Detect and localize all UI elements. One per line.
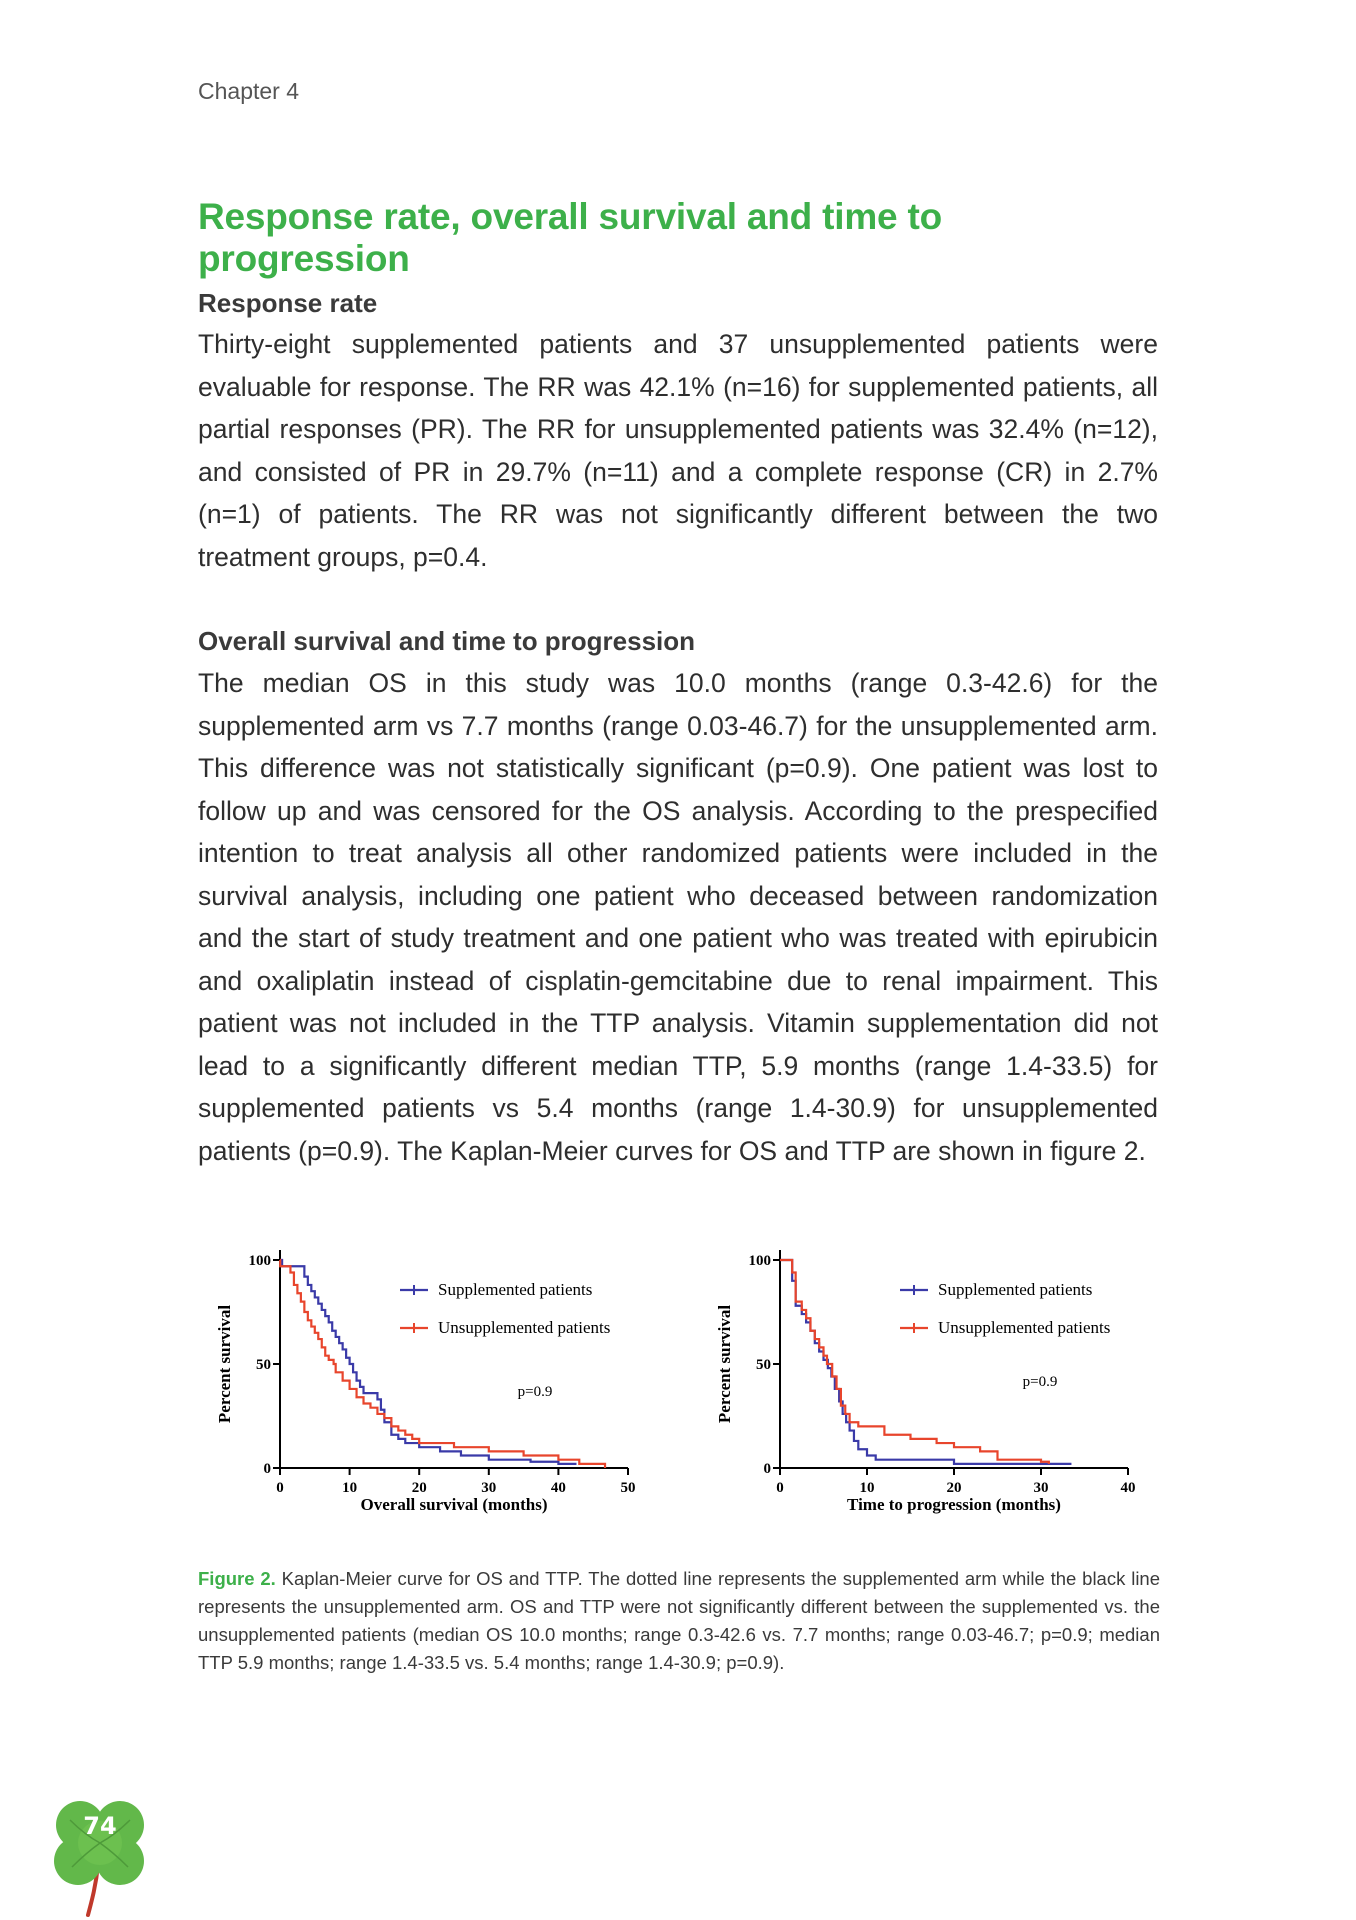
- c0-p-value: p=0.9: [517, 1384, 553, 1400]
- c1-p-value: p=0.9: [1022, 1374, 1058, 1390]
- ttp-km-plot: [700, 1230, 1150, 1530]
- c1-x-tick-label: 20: [946, 1480, 962, 1496]
- c1-y-tick-label: 100: [748, 1253, 771, 1269]
- response-rate-paragraph: Thirty-eight supplemented patients and 37 unsupplemented patients were evaluable for response. The RR was 42.1% (n=16) for supplemented patients, all partial responses (PR). The RR for unsupplemented patients was 32.4% (n=12), and consisted of PR in 29.7% (n=11) and a complete response (CR) in 2.7% (n=1) of patients. The RR was not significantly different between the two treatment groups, p=0.4.: [198, 329, 1158, 572]
- c1-y-tick-label: 0: [763, 1461, 771, 1477]
- c0-y-tick-label: 100: [248, 1253, 271, 1269]
- c0-x-axis-label: Overall survival (months): [360, 1495, 548, 1514]
- ttp-chart: [700, 1230, 1150, 1535]
- c1-y-tick-label: 50: [756, 1357, 771, 1373]
- c0-x-tick-label: 10: [342, 1480, 358, 1496]
- c0-y-axis-label: Percent survival: [215, 1304, 234, 1424]
- figure-caption-text: Kaplan-Meier curve for OS and TTP. The dotted line represents the supplemented arm while the black line represents the unsupplemented arm. OS and TTP were not significantly different between the supplemented vs. the unsupplemented patients (median OS 10.0 months; range 0.3-42.6 vs. 7.7 months; range 0.03-46.7; p=0.9; median TTP 5.9 months; range 1.4-33.5 vs. 5.4 months; range 1.4-30.9; p=0.9).: [198, 1568, 1161, 1673]
- c0-legend-label: Supplemented patients: [438, 1280, 593, 1299]
- c1-x-tick-label: 0: [776, 1480, 784, 1496]
- page-number: 74: [83, 1812, 117, 1840]
- os-km-plot: [200, 1230, 650, 1530]
- running-head: Chapter 4: [198, 78, 300, 104]
- figure-caption: [198, 1565, 1160, 1677]
- c0-x-tick-label: 20: [411, 1480, 427, 1496]
- c0-x-tick-label: 40: [550, 1480, 566, 1496]
- c1-y-axis-label: Percent survival: [715, 1304, 734, 1424]
- c0-legend-label: Unsupplemented patients: [438, 1318, 611, 1337]
- c0-x-tick-label: 30: [481, 1480, 497, 1496]
- figure-label: Figure 2.: [198, 1568, 276, 1589]
- figure-2: [200, 1230, 1160, 1530]
- os-ttp-paragraph: The median OS in this study was 10.0 months (range 0.3-42.6) for the supplemented arm vs 7.7 months (range 0.03-46.7) for the unsupplemented arm. This difference was not statistically significant (p=0.9). One patient was lost to follow up and was censored for the OS analysis. According to the prespecified intention to treat analysis all other randomized patients were included in the survival analysis, including one patient who deceased between randomization and the start of study treatment and one patient who was treated with epirubicin and oxaliplatin instead of cisplatin-gemcitabine due to renal impairment. This patient was not included in the TTP analysis. Vitamin supplementation did not lead to a significantly different median TTP, 5.9 months (range 1.4-33.5) for supplemented patients vs 5.4 months (range 1.4-30.9) for unsupplemented patients (p=0.9). The Kaplan-Meier curves for OS and TTP are shown in figure 2.: [198, 668, 1158, 1166]
- response-rate-heading: Response rate: [198, 288, 378, 318]
- os-chart: [200, 1230, 650, 1535]
- c0-y-tick-label: 0: [263, 1461, 271, 1477]
- c1-x-tick-label: 40: [1120, 1480, 1136, 1496]
- c1-x-tick-label: 10: [859, 1480, 875, 1496]
- c0-y-tick-label: 50: [256, 1357, 271, 1373]
- c0-x-tick-label: 50: [620, 1480, 636, 1496]
- section-title: Response rate, overall survival and time to progression: [198, 196, 943, 279]
- c1-legend-label: Supplemented patients: [938, 1280, 1093, 1299]
- c0-x-tick-label: 0: [276, 1480, 284, 1496]
- c1-legend-label: Unsupplemented patients: [938, 1318, 1111, 1337]
- c1-x-tick-label: 30: [1033, 1480, 1049, 1496]
- c1-x-axis-label: Time to progression (months): [847, 1495, 1061, 1514]
- os-ttp-heading: Overall survival and time to progression: [198, 626, 696, 656]
